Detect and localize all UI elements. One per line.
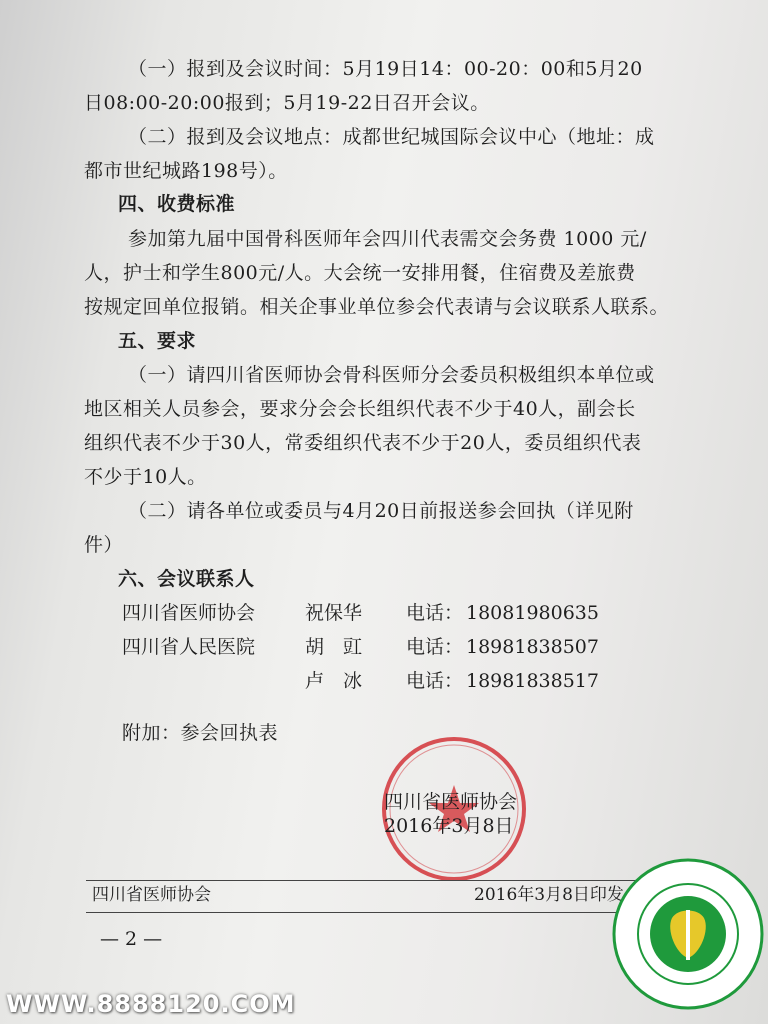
- meeting-time-line2: 日08:00-20:00报到；5月19-22日召开会议。: [84, 92, 490, 114]
- fee-heading: 四、收费标准: [118, 193, 236, 215]
- fee-line2: 人，护士和学生800元/人。大会统一安排用餐，住宿费及差旅费: [84, 262, 636, 284]
- requirement2-line1: （二）请各单位或委员与4月20日前报送参会回执（详见附: [128, 500, 634, 522]
- footer-date: 2016年3月8日印发: [474, 885, 624, 905]
- contact-phone: 18981838507: [466, 636, 599, 658]
- contact-org: 四川省人民医院: [122, 636, 256, 658]
- signature-date: 2016年3月8日: [384, 815, 514, 837]
- contact-name: 卢 冰: [305, 670, 363, 692]
- contact-org: 四川省医师协会: [122, 602, 256, 624]
- requirement2-line2: 件）: [84, 534, 124, 556]
- contact-phone-label: 电话：: [406, 636, 464, 658]
- signature-org: 四川省医师协会: [384, 791, 518, 813]
- fee-line3: 按规定回单位报销。相关企事业单位参会代表请与会议联系人联系。: [84, 296, 670, 318]
- footer-org: 四川省医师协会: [92, 885, 211, 905]
- attachment-note: 附加：参会回执表: [122, 722, 279, 744]
- contacts-heading: 六、会议联系人: [118, 568, 255, 590]
- requirement1-line4: 不少于10人。: [84, 466, 207, 488]
- fee-line1: 参加第九届中国骨科医师年会四川代表需交会务费 1000 元/: [128, 228, 647, 250]
- contact-phone-label: 电话：: [406, 602, 464, 624]
- requirement1-line2: 地区相关人员参会，要求分会会长组织代表不少于40人，副会长: [84, 398, 636, 420]
- meeting-place-line2: 都市世纪城路198号）。: [84, 160, 288, 182]
- meeting-place-line1: （二）报到及会议地点：成都世纪城国际会议中心（地址：成: [128, 126, 655, 148]
- signature-block: [384, 790, 517, 838]
- contact-phone: 18081980635: [466, 602, 599, 624]
- contact-phone-label: 电话：: [406, 670, 464, 692]
- page-number: — 2 —: [100, 928, 163, 950]
- website-watermark: WWW.8888120.COM: [6, 990, 296, 1018]
- requirements-heading: 五、要求: [118, 330, 197, 352]
- meeting-time-line1: （一）报到及会议时间：5月19日14：00-20：00和5月20: [128, 58, 643, 80]
- contact-name: 胡 豇: [305, 636, 363, 658]
- contact-name: 祝保华: [305, 602, 363, 624]
- requirement1-line1: （一）请四川省医师协会骨科医师分会委员积极组织本单位或: [128, 364, 655, 386]
- hospital-logo-icon: [612, 858, 764, 1010]
- contact-phone: 18981838517: [466, 670, 599, 692]
- requirement1-line3: 组织代表不少于30人，常委组织代表不少于20人，委员组织代表: [84, 432, 642, 454]
